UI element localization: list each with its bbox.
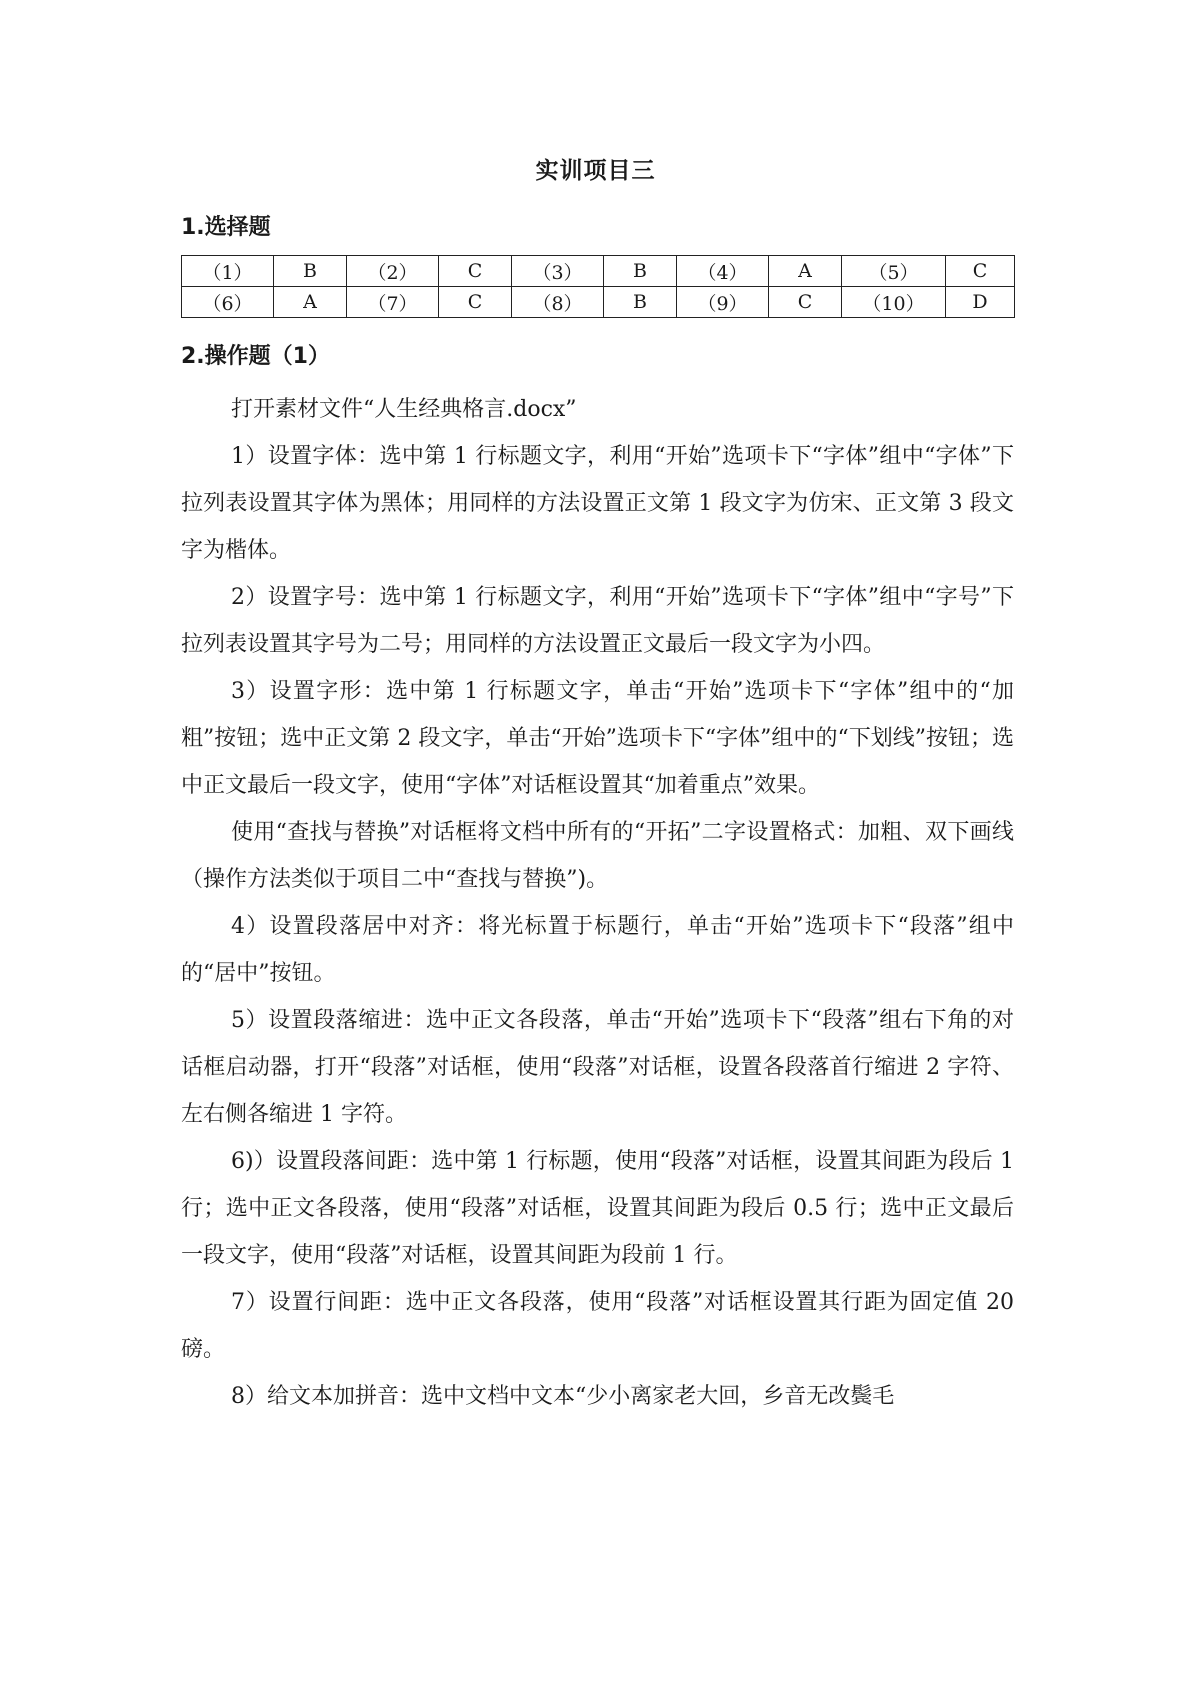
paragraph: 2）设置字号：选中第 1 行标题文字，利用“开始”选项卡下“字体”组中“字号”下拉列表设置其字号为二号；用同样的方法设置正文最后一段文字为小四。 [181,585,1014,657]
paragraph: 4）设置段落居中对齐：将光标置于标题行，单击“开始”选项卡下“段落”组中的“居中”按钮。 [181,914,1014,986]
section-heading-choice: 1.选择题 [181,215,271,240]
answer-cell: C [769,287,842,318]
question-number: （10） [842,287,946,318]
table-row [182,287,1015,318]
answer-cell: C [946,256,1015,287]
table-row [182,256,1015,287]
paragraph: 使用“查找与替换”对话框将文档中所有的“开拓”二字设置格式：加粗、双下画线（操作方法类似于项目二中“查找与替换”)。 [181,820,1014,892]
question-number: （5） [842,256,946,287]
paragraph: 7）设置行间距：选中正文各段落，使用“段落”对话框设置其行距为固定值 20 磅。 [181,1290,1014,1362]
question-number: （1） [182,256,274,287]
answer-cell: B [604,256,677,287]
document-title: 实训项目三 [535,158,656,184]
paragraph: 5）设置段落缩进：选中正文各段落，单击“开始”选项卡下“段落”组右下角的对话框启动器，打开“段落”对话框，使用“段落”对话框，设置各段落首行缩进 2 字符、左右侧各缩进 1 字符。 [181,1008,1014,1127]
paragraph: 1）设置字体：选中第 1 行标题文字，利用“开始”选项卡下“字体”组中“字体”下拉列表设置其字体为黑体；用同样的方法设置正文第 1 段文字为仿宋、正文第 3 段文字为楷体。 [181,444,1014,563]
answer-cell: A [769,256,842,287]
instructions-body [181,386,1014,1420]
answer-table [181,255,1015,318]
paragraph: 打开素材文件“人生经典格言.docx” [231,397,577,422]
question-number: （8） [512,287,604,318]
paragraph: 3）设置字形：选中第 1 行标题文字，单击“开始”选项卡下“字体”组中的“加粗”按钮；选中正文第 2 段文字，单击“开始”选项卡下“字体”组中的“下划线”按钮；选中正文最后一段文字，使用“字体”对话框设置其“加着重点”效果。 [181,679,1014,798]
question-number: （9） [677,287,769,318]
question-number: （4） [677,256,769,287]
answer-cell: B [604,287,677,318]
paragraph: 8）给文本加拼音：选中文档中文本“少小离家老大回，乡音无改鬓毛 [231,1384,895,1409]
paragraph: 6)）设置段落间距：选中第 1 行标题，使用“段落”对话框，设置其间距为段后 1 行；选中正文各段落，使用“段落”对话框，设置其间距为段后 0.5 行；选中正文最后一段文字，使用“段落”对话框，设置其间距为段前 1 行。 [181,1149,1014,1268]
section-heading-operation: 2.操作题（1） [181,344,330,369]
question-number: （3） [512,256,604,287]
answer-cell: D [946,287,1015,318]
answer-cell: A [274,287,347,318]
answer-cell: B [274,256,347,287]
answer-cell: C [439,256,512,287]
question-number: （2） [347,256,439,287]
question-number: （6） [182,287,274,318]
question-number: （7） [347,287,439,318]
answer-cell: C [439,287,512,318]
